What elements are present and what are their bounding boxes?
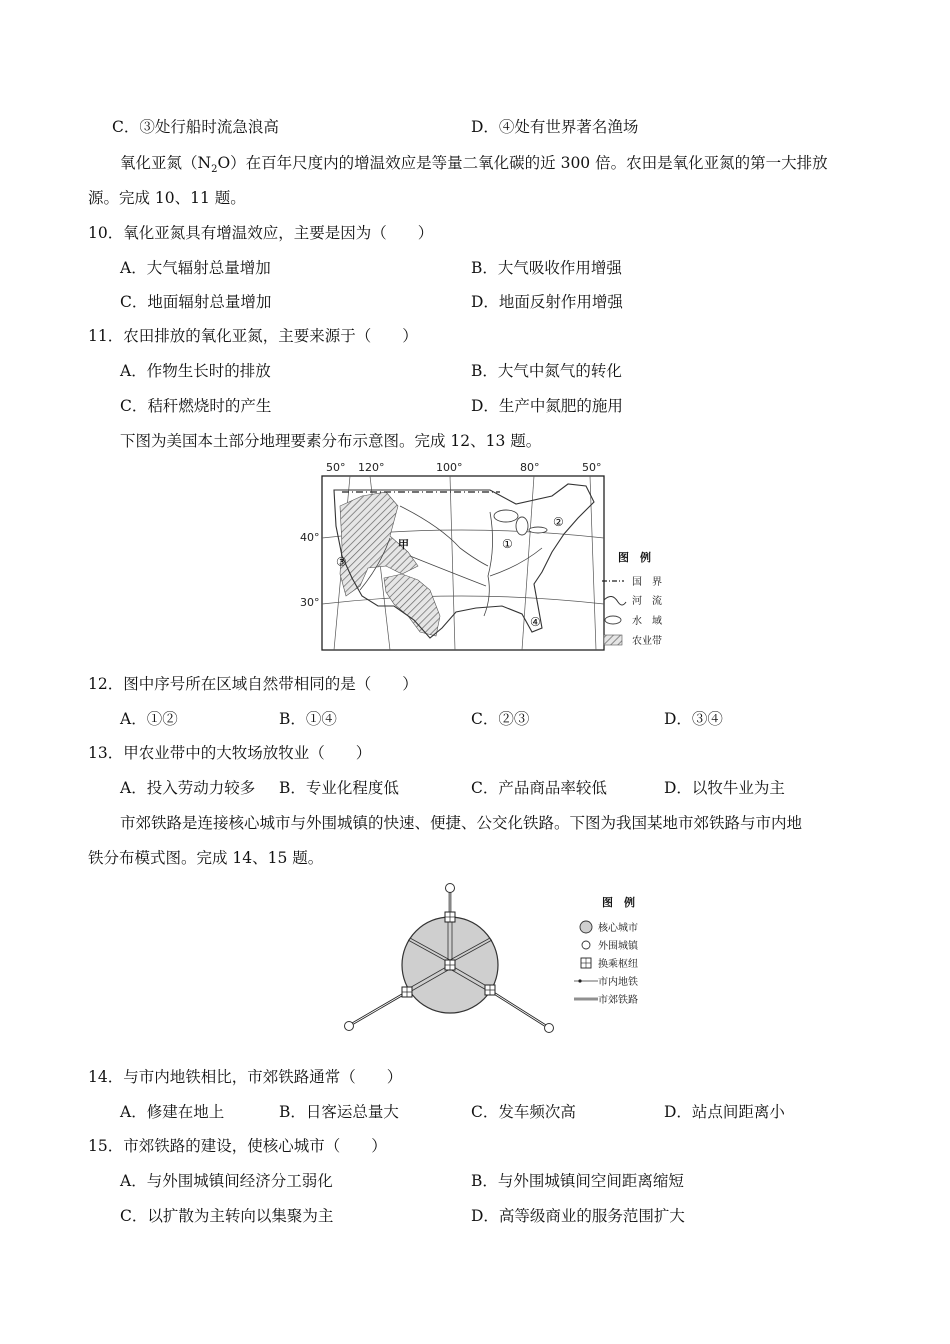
q11-option-a[interactable]: A．作物生长时的排放 [120,362,271,380]
usa-map-figure [290,456,690,656]
map-legend-item: 农业带 [632,636,662,647]
q13-stem: 13．甲农业带中的大牧场放牧业（ ） [88,744,372,762]
intro-10-11-line1: 氧化亚氮$(N_2O)$在百年尺度内的增温效应是等量二氧化碳的近 300 倍。农田是氧化亚氮的第一大排放 [120,154,828,176]
q10-option-a[interactable]: A．大气辐射总量增加 [120,259,271,277]
map-marker-1: ① [502,537,513,551]
peripheral-town [545,1024,554,1033]
q10-option-b[interactable]: B．大气吸收作用增强 [471,259,622,277]
intro-12-13: 下图为美国本土部分地理要素分布示意图。完成 12、13 题。 [120,432,542,450]
q15-option-d[interactable]: D．高等级商业的服务范围扩大 [471,1207,685,1225]
rail-legend-item: 市郊铁路 [598,995,638,1006]
q13-option-b[interactable]: B．专业化程度低 [279,779,399,797]
map-lon-label: 50° [582,461,602,474]
q11-option-c[interactable]: C．秸秆燃烧时的产生 [120,397,272,415]
q10-option-d[interactable]: D．地面反射作用增强 [471,293,623,311]
map-region-jia: 甲 [398,538,409,551]
map-lon-label: 50° [326,461,346,474]
q12-option-c[interactable]: C．②③ [471,710,530,728]
map-lon-label: 80° [520,461,540,474]
map-lat-label: 30° [300,596,320,609]
rail-legend-title: 图 例 [602,896,635,909]
map-legend-item: 水 域 [632,616,662,627]
map-legend-title: 图 例 [618,551,651,564]
rail-legend-item: 市内地铁 [598,977,638,988]
peripheral-town [446,884,455,893]
q15-option-c[interactable]: C．以扩散为主转向以集聚为主 [120,1207,334,1225]
q9-option-c: C．③处行船时流急浪高 [112,118,279,136]
q14-option-b[interactable]: B．日客运总量大 [279,1103,399,1121]
map-lon-label: 120° [358,461,385,474]
q14-option-a[interactable]: A．修建在地上 [120,1103,225,1121]
peripheral-town [345,1022,354,1031]
q14-stem: 14．与市内地铁相比，市郊铁路通常（ ） [88,1068,403,1086]
map-marker-3: ③ [336,555,347,569]
map-lat-label: 40° [300,531,320,544]
intro-10-11-line2: 源。完成 10、11 题。 [88,189,246,207]
q10-option-c[interactable]: C．地面辐射总量增加 [120,293,272,311]
q11-option-b[interactable]: B．大气中氮气的转化 [471,362,622,380]
map-great-lakes [494,510,518,522]
q12-option-d[interactable]: D．③④ [664,710,723,728]
q11-stem: 11．农田排放的氧化亚氮，主要来源于（ ） [88,327,418,345]
q10-stem: 10．氧化亚氮具有增温效应，主要是因为（ ） [88,224,434,242]
map-marker-4: ④ [530,615,541,629]
q13-option-a[interactable]: A．投入劳动力较多 [120,779,256,797]
rail-legend-item: 换乘枢纽 [598,959,638,970]
q13-option-d[interactable]: D．以牧牛业为主 [664,779,785,797]
q15-option-b[interactable]: B．与外围城镇间空间距离缩短 [471,1172,684,1190]
rail-legend-item: 核心城市 [598,923,638,934]
q14-option-d[interactable]: D．站点间距离小 [664,1103,785,1121]
map-lon-label: 100° [436,461,463,474]
rail-diagram-figure [340,880,660,1040]
q15-option-a[interactable]: A．与外围城镇间经济分工弱化 [120,1172,333,1190]
q14-option-c[interactable]: C．发车频次高 [471,1103,576,1121]
q11-option-d[interactable]: D．生产中氮肥的施用 [471,397,623,415]
q12-option-b[interactable]: B．①④ [279,710,337,728]
intro-14-15-line2: 铁分布模式图。完成 14、15 题。 [88,849,324,867]
map-legend-item: 国 界 [632,577,662,588]
intro-14-15-line1: 市郊铁路是连接核心城市与外围城镇的快速、便捷、公交化铁路。下图为我国某地市郊铁路与市内地 [120,814,803,832]
map-legend-item: 河 流 [632,596,662,607]
q15-stem: 15．市郊铁路的建设，使核心城市（ ） [88,1137,387,1155]
q12-option-a[interactable]: A．①② [120,710,178,728]
rail-legend-item: 外围城镇 [598,941,638,952]
q9-option-d: D．④处有世界著名渔场 [471,118,639,136]
q13-option-c[interactable]: C．产品商品率较低 [471,779,607,797]
map-marker-2: ② [553,515,564,529]
q12-stem: 12．图中序号所在区域自然带相同的是（ ） [88,675,418,693]
